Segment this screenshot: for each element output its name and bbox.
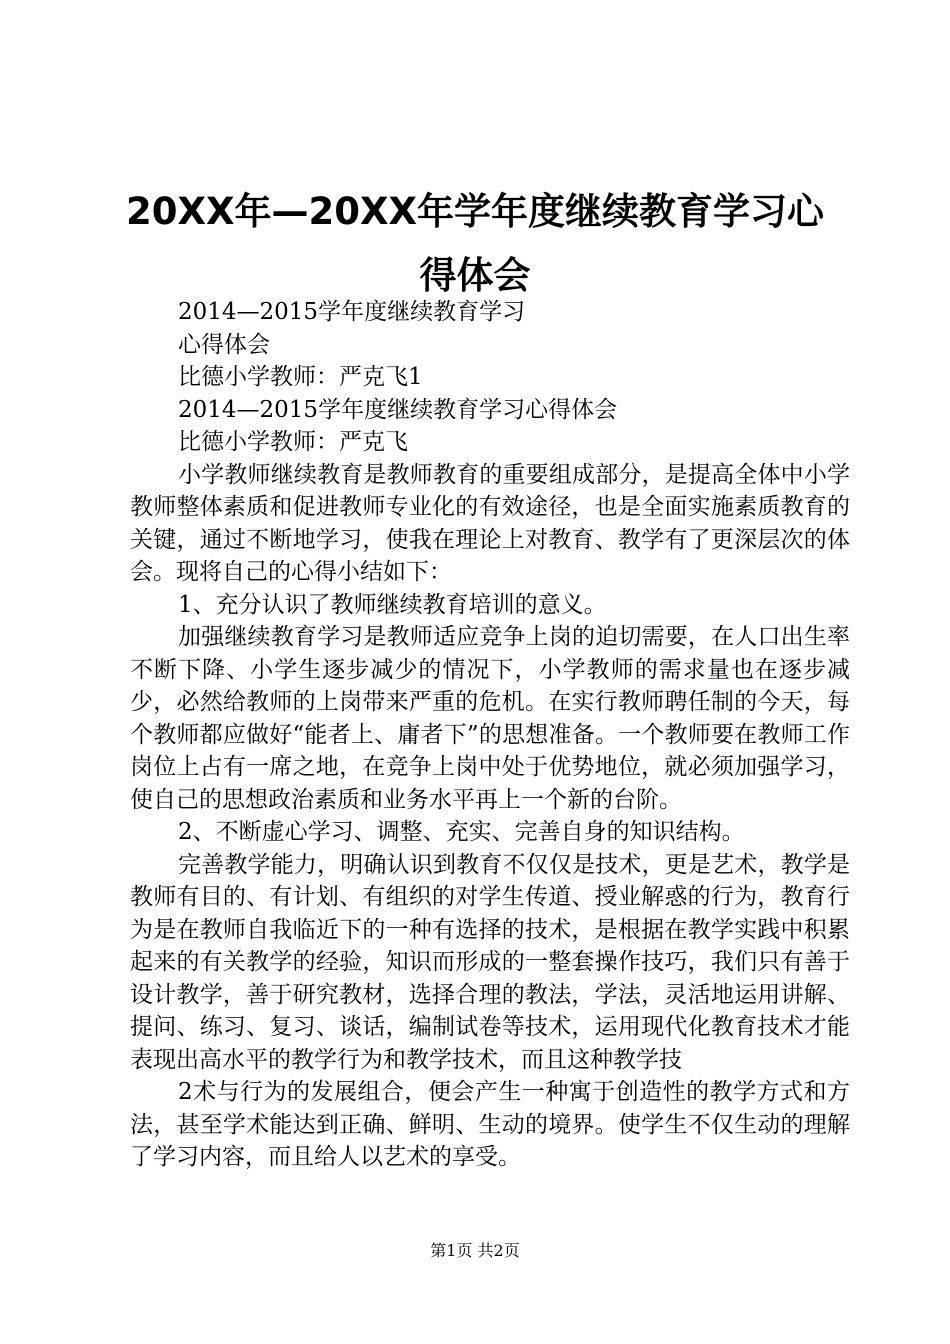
subtitle-line: 2014—2015学年度继续教育学习心得体会 <box>178 396 618 423</box>
document-title: 20XX年—20XX年学年度继续教育学习心得体会 <box>125 190 825 297</box>
subtitle-line: 2014—2015学年度继续教育学习 <box>178 299 526 325</box>
paragraph: 加强继续教育学习是教师适应竞争上岗的迫切需要，在人口出生率不断下降、小学生逐步减少的情况下，小学教师的需求量也在逐步减少，必然给教师的上岗带来严重的危机。在实行教师聘任制的今天，每个教师都应做好“能者上、庸者下”的思想准备。一个教师要在教师工作岗位上占有一席之地，在竞争上岗中处于优势地位，就必须加强学习，使自己的思想政治素质和业务水平再上一个新的台阶。 <box>130 624 850 813</box>
paragraph: 2术与行为的发展组合，便会产生一种寓于创造性的教学方式和方法，甚至学术能达到正确、鲜明、生动的境界。使学生不仅生动的理解了学习内容，而且给人以艺术的享受。 <box>130 1079 850 1170</box>
section-heading: 1、充分认识了教师继续教育培训的意义。 <box>178 591 607 618</box>
paragraph: 小学教师继续教育是教师教育的重要组成部分，是提高全体中小学教师整体素质和促进教师专业化的有效途径，也是全面实施素质教育的关键，通过不断地学习，使我在理论上对教育、教学有了更深层次的体会。现将自己的心得小结如下： <box>130 461 850 585</box>
author-line: 比德小学教师：严克飞1 <box>178 364 423 390</box>
subtitle-line: 心得体会 <box>178 331 270 358</box>
document-body <box>130 296 850 1174</box>
section-heading: 2、不断虚心学习、调整、充实、完善自身的知识结构。 <box>178 819 745 845</box>
page-footer: 第1页 共2页 <box>430 1241 520 1260</box>
author-line: 比德小学教师：严克飞 <box>178 429 408 455</box>
paragraph: 完善教学能力，明确认识到教育不仅仅是技术，更是艺术，教学是教师有目的、有计划、有组织的对学生传道、授业解惑的行为，教育行为是在教师自我临近下的一种有选择的技术，是根据在教学实践中积累起来的有关教学的经验，知识而形成的一整套操作技巧，我们只有善于设计教学，善于研究教材，选择合理的教法，学法，灵活地运用讲解、提问、练习、复习、谈话，编制试卷等技术，运用现代化教育技术才能表现出高水平的教学行为和教学技术，而且这种教学技 <box>130 851 850 1073</box>
